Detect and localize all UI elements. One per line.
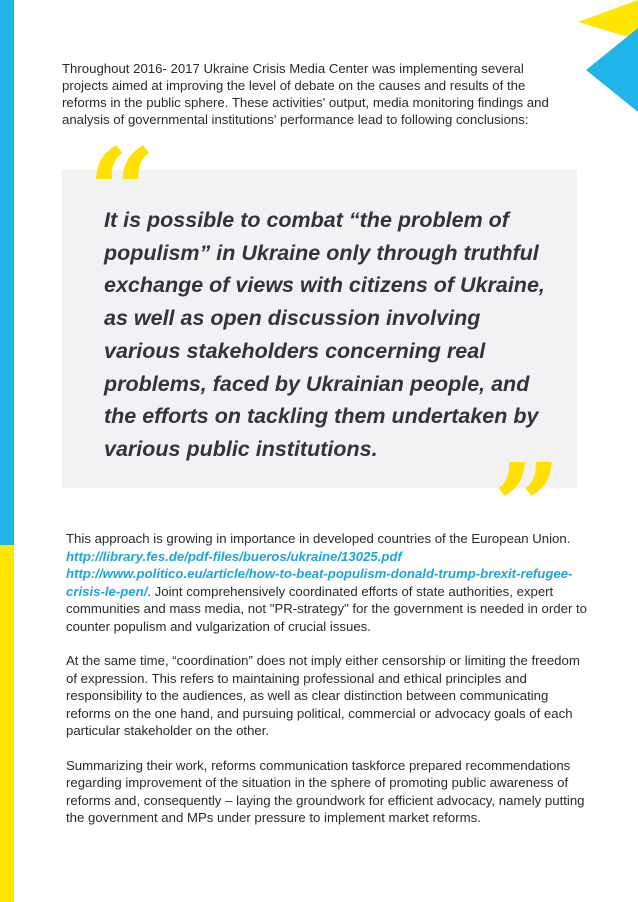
close-quote-icon: ” — [493, 437, 561, 576]
corner-decoration — [578, 0, 638, 115]
paragraph-coordination: At the same time, “coordination” does not imply either censorship or limiting the freedom of expression. This refers to maintaining professional and ethical principles and responsibility to the audiences, as well as clear distinction between communicating reforms on the one hand, and pursuing political, commercial or advocacy goals of each particular stakeholder on the other. — [66, 653, 580, 738]
corner-cyan-triangle — [586, 28, 638, 112]
paragraph-summary: Summarizing their work, reforms communication taskforce prepared recommendations regarding improvement of the situation in the sphere of promoting public awareness of reforms and, consequently – laying the groundwork for efficient advocacy, namely putting the government and MPs under pressure to implement market reforms. — [66, 757, 585, 825]
sources-intro: This approach is growing in importance in developed countries of the European Union. — [66, 531, 571, 546]
politico-link[interactable]: http://www.politico.eu/article/how-to-beat-populism-donald-trump-brexit-refugee-crisis-le-pen/ — [66, 566, 573, 599]
sources-rest: . Joint comprehensively coordinated efforts of state authorities, expert communities and mass media, not "PR-strategy" for the government is needed in order to counter populism and vulgarization of crucial issues. — [66, 583, 587, 634]
pull-quote: It is possible to combat “the problem of populism” in Ukraine only through truthful exchange of views with citizens of Ukraine, as well as open discussion involving various stakeholders concerning real problems, faced by Ukrainian people, and the efforts on tackling them undertaken by various public institutions. — [104, 208, 545, 461]
intro-paragraph: Throughout 2016- 2017 Ukraine Crisis Media Center was implementing several projects aimed at improving the level of debate on the causes and results of the reforms in the public sphere. These activities' output, media monitoring findings and analysis of governmental institutions' performance lead to following conclusions: — [62, 61, 549, 127]
corner-yellow-triangle — [578, 0, 638, 40]
open-quote-icon: “ — [88, 122, 156, 261]
library-fes-link[interactable]: http://library.fes.de/pdf-files/bueros/ukraine/13025.pdf — [66, 548, 402, 564]
paragraph-sources — [66, 530, 588, 635]
left-accent-bar-cyan — [0, 0, 14, 545]
left-accent-bar-yellow — [0, 545, 14, 902]
body-text — [66, 530, 588, 844]
